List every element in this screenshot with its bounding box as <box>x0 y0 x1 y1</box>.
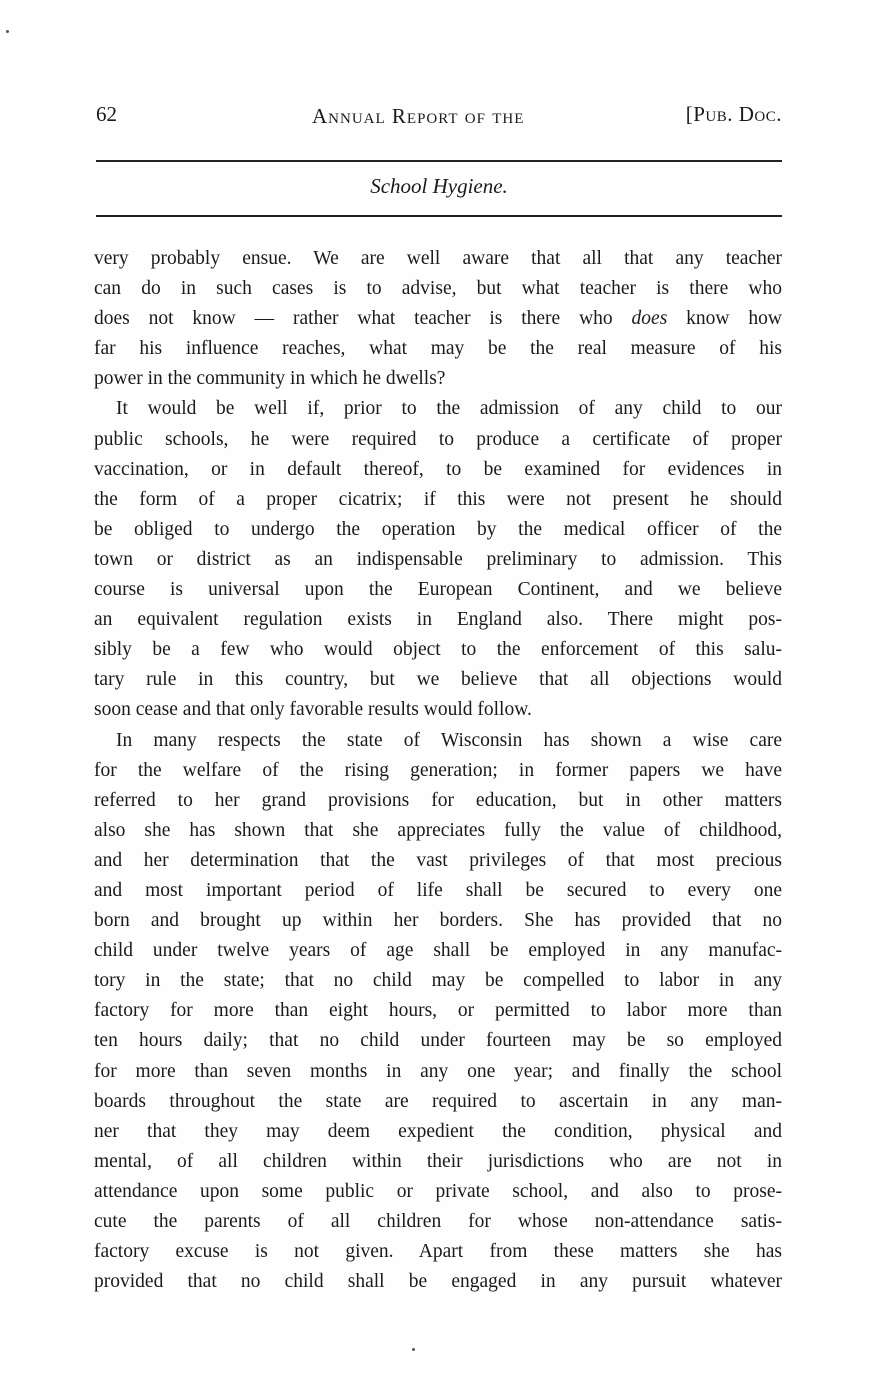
page-number: 62 <box>96 102 117 126</box>
scan-speck <box>6 30 9 33</box>
text-line: and most important period of life shall be secured to every one <box>94 879 782 901</box>
text-line: for more than seven months in any one year; and finally the school <box>94 1060 782 1082</box>
text-line: provided that no child shall be engaged in any pursuit whatever <box>94 1271 782 1293</box>
section-title: School Hygiene. <box>370 174 508 198</box>
text-line: ten hours daily; that no child under fourteen may be so employed <box>94 1030 782 1052</box>
text-line: town or district as an indispensable preliminary to admission. This <box>94 548 782 570</box>
text-line: public schools, he were required to produce a certificate of proper <box>94 428 782 450</box>
text-line: course is universal upon the European Continent, and we believe <box>94 579 782 601</box>
publication-label: [Pub. Doc. <box>685 102 782 126</box>
text-line: tory in the state; that no child may be compelled to labor in any <box>94 970 782 992</box>
text-line: child under twelve years of age shall be employed in any manufac- <box>94 940 782 962</box>
text-line: vaccination, or in default thereof, to be examined for evidences in <box>94 458 782 480</box>
text-line: also she has shown that she appreciates fully the value of childhood, <box>94 819 782 841</box>
text-line: tary rule in this country, but we believe that all objections would <box>94 669 782 691</box>
page-header <box>96 102 782 136</box>
header-rule-bottom <box>96 215 782 217</box>
text-line: and her determination that the vast privileges of that most precious <box>94 849 782 871</box>
text-line: factory excuse is not given. Apart from these matters she has <box>94 1241 782 1263</box>
text-line: referred to her grand provisions for education, but in other matters <box>94 789 782 811</box>
running-title: Annual Report of the <box>312 104 525 128</box>
text-line: ner that they may deem expedient the condition, physical and <box>94 1120 782 1142</box>
text-line: for the welfare of the rising generation; in former papers we have <box>94 759 782 781</box>
text-line: boards throughout the state are required to ascertain in any man- <box>94 1090 782 1112</box>
scan-speck <box>412 1348 415 1351</box>
text-line: does not know — rather what teacher is there who does know how <box>94 308 782 330</box>
header-rule-top <box>96 160 782 162</box>
text-line: power in the community in which he dwells? <box>94 368 446 390</box>
text-line: cute the parents of all children for whose non-attendance satis- <box>94 1211 782 1232</box>
text-line: It would be well if, prior to the admission of any child to our <box>116 398 782 420</box>
text-line: born and brought up within her borders. She has provided that no <box>94 910 782 932</box>
body-text <box>94 244 782 1297</box>
text-line: very probably ensue. We are well aware that all that any teacher <box>94 248 782 269</box>
text-line: an equivalent regulation exists in England also. There might pos- <box>94 609 782 631</box>
text-line: attendance upon some public or private school, and also to prose- <box>94 1180 782 1202</box>
text-line: mental, of all children within their jurisdictions who are not in <box>94 1150 782 1172</box>
text-line: can do in such cases is to advise, but what teacher is there who <box>94 278 782 300</box>
text-line: sibly be a few who would object to the enforcement of this salu- <box>94 639 782 661</box>
text-line: be obliged to undergo the operation by the medical officer of the <box>94 518 782 540</box>
text-line: soon cease and that only favorable results would follow. <box>94 699 532 721</box>
text-line: the form of a proper cicatrix; if this were not present he should <box>94 488 782 510</box>
text-line: far his influence reaches, what may be the real measure of his <box>94 338 782 360</box>
text-line: In many respects the state of Wisconsin has shown a wise care <box>116 729 782 751</box>
text-line: factory for more than eight hours, or permitted to labor more than <box>94 1000 782 1022</box>
